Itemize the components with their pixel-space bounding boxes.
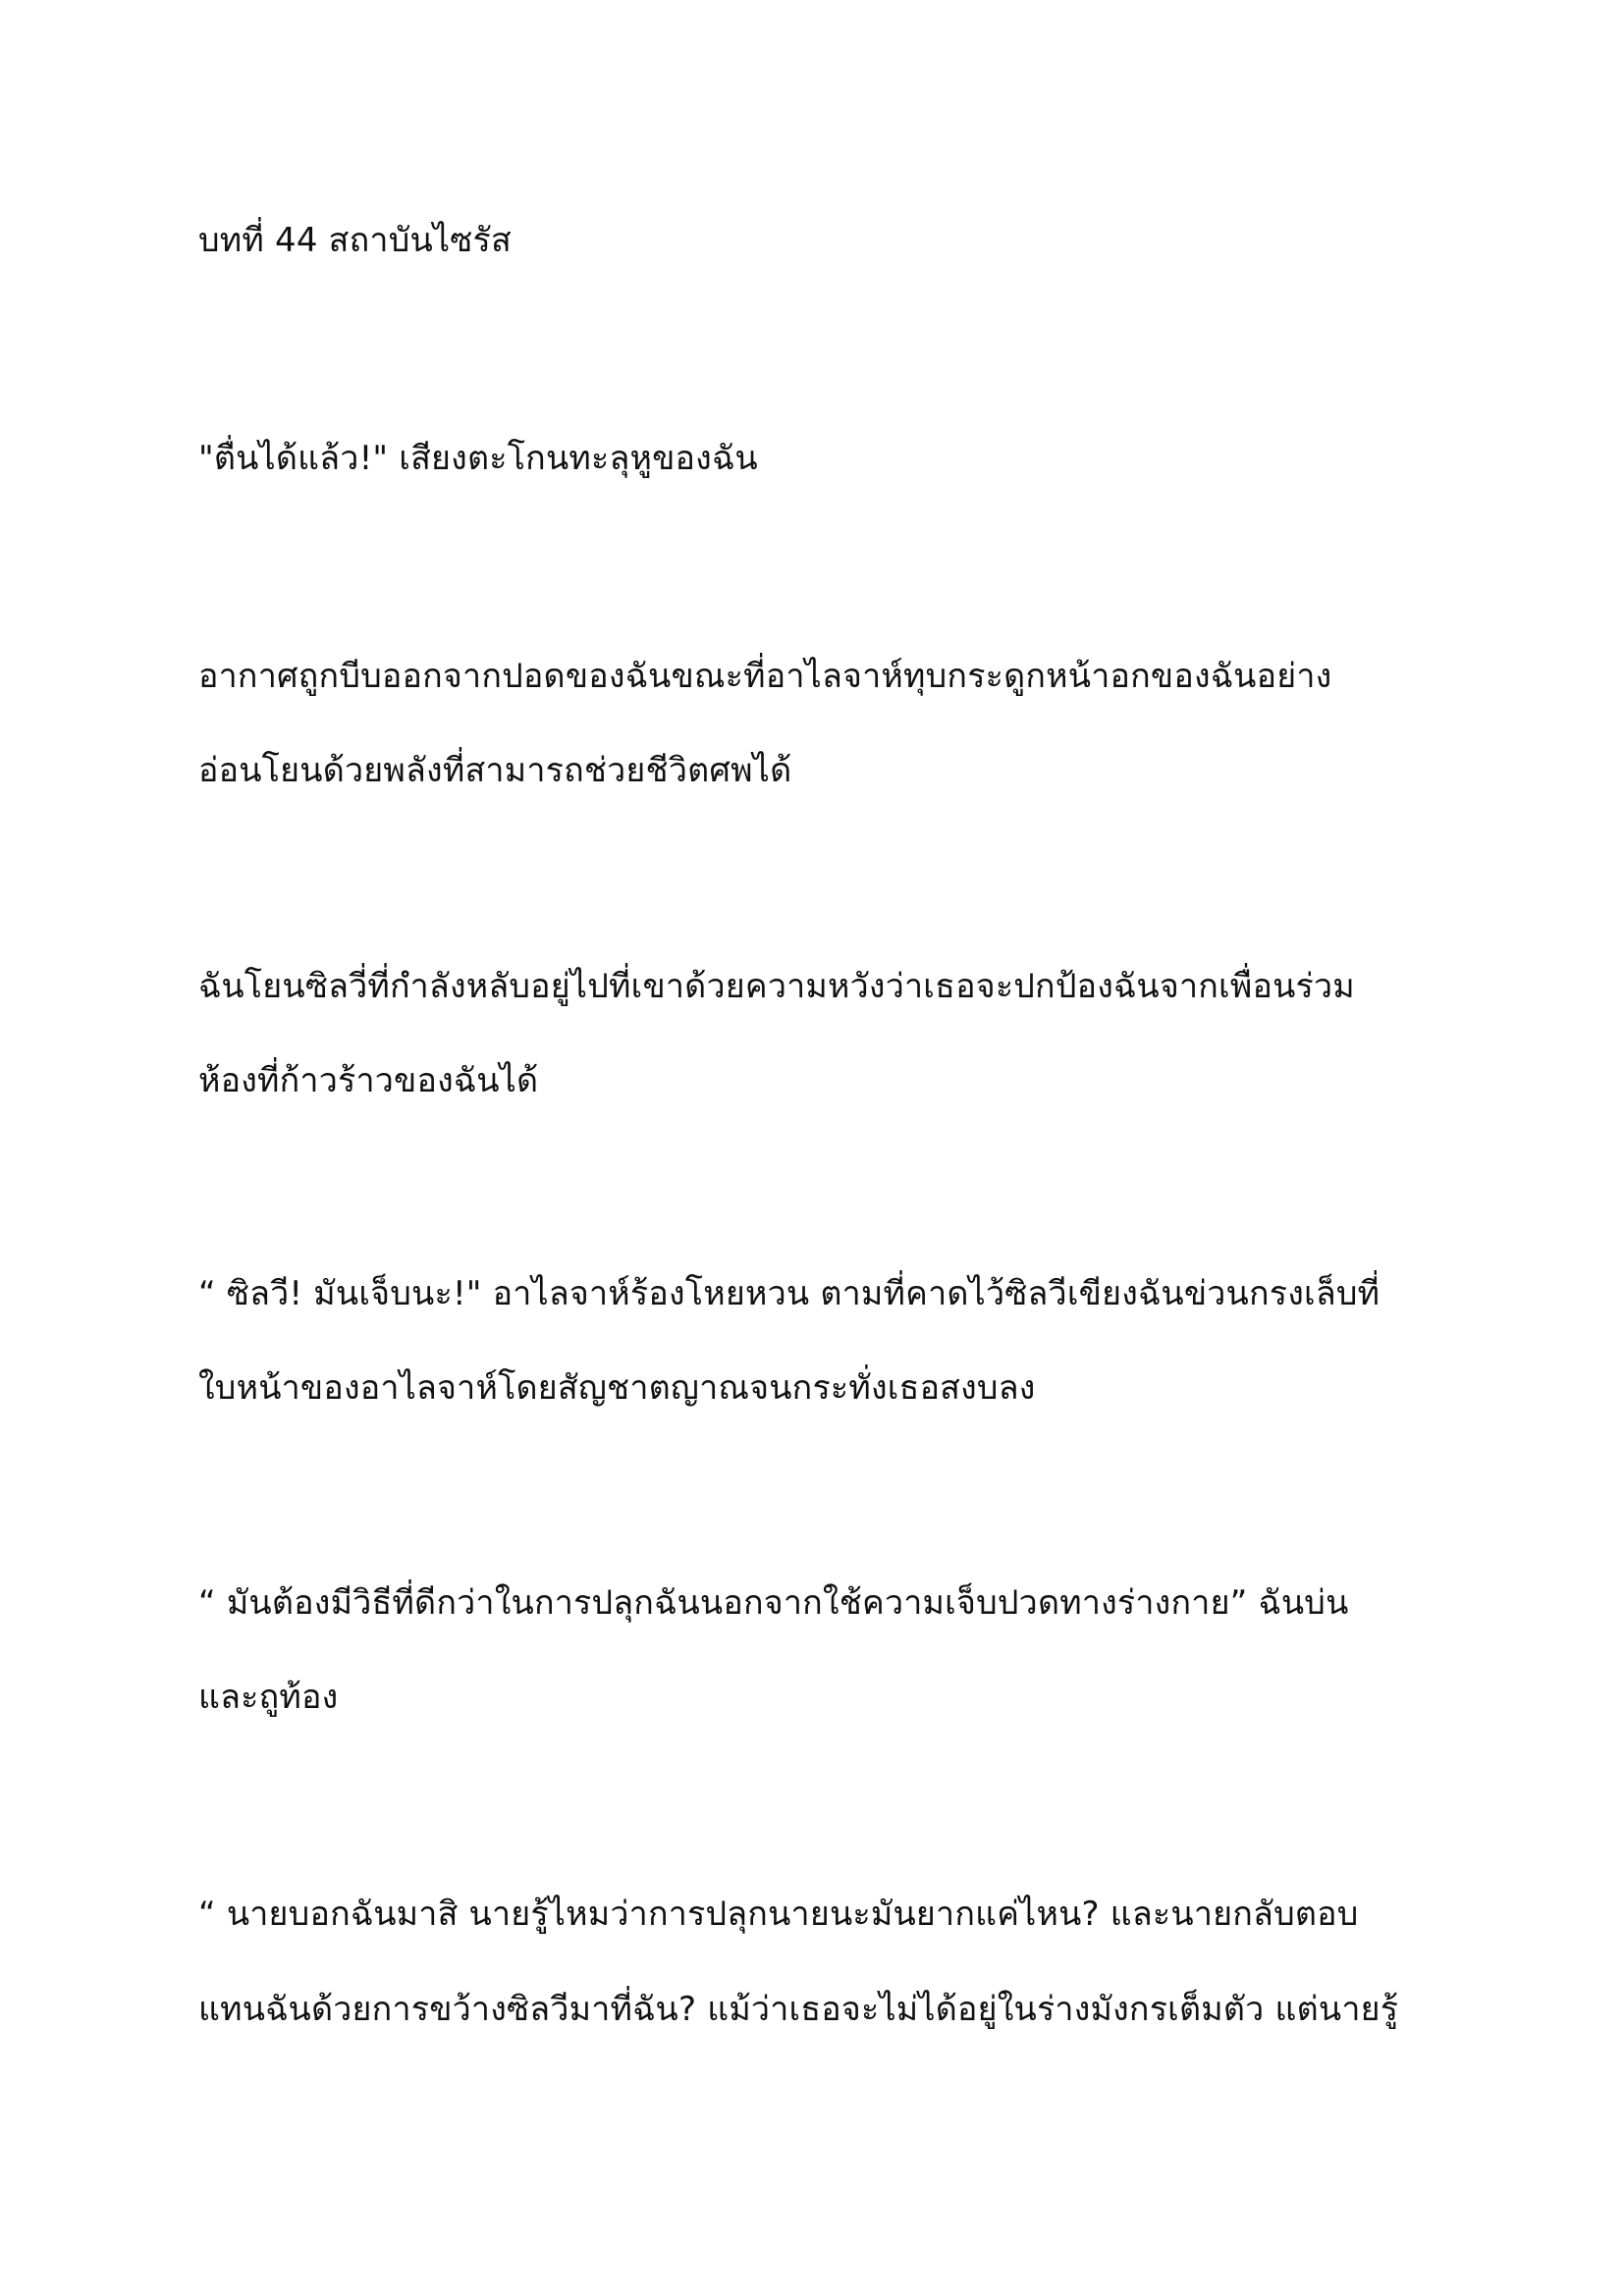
paragraph-5-line-2: และถูท้อง	[198, 1678, 339, 1717]
paragraph-6-line-1: “ นายบอกฉันมาสิ นายรู้ไหมว่าการปลุกนายนะมันยากแค่ไหน? และนายกลับตอบ	[198, 1895, 1359, 1934]
paragraph-3-line-2: ห้องที่ก้าวร้าวของฉันได้	[198, 1061, 539, 1100]
paragraph-3-line-1: ฉันโยนซิลวี่ที่กำลังหลับอยู่ไปที่เขาด้วยความหวังว่าเธอจะปกป้องฉันจากเพื่อนร่วม	[198, 967, 1355, 1006]
paragraph-6-line-2: แทนฉันด้วยการขว้างซิลวีมาที่ฉัน? แม้ว่าเธอจะไม่ได้อยู่ในร่างมังกรเต็มตัว แต่นายรู้	[198, 1990, 1399, 2029]
paragraph-5-line-1: “ มันต้องมีวิธีที่ดีกว่าในการปลุกฉันนอกจากใช้ความเจ็บปวดทางร่างกาย” ฉันบ่น	[198, 1583, 1349, 1623]
paragraph-2-line-2: อ่อนโยนด้วยพลังที่สามารถช่วยชีวิตศพได้	[198, 751, 792, 790]
paragraph-4-line-1: “ ซิลวี! มันเจ็บนะ!" อาไลจาห์ร้องโหยหวน ตามที่คาดไว้ซิลวีเขียงฉันข่วนกรงเล็บที่	[198, 1274, 1380, 1313]
paragraph-1-line-1: "ตื่นได้แล้ว!" เสียงตะโกนทะลุหูของฉัน	[198, 439, 758, 478]
paragraph-2-line-1: อากาศถูกบีบออกจากปอดของฉันขณะที่อาไลจาห์ทุบกระดูกหน้าอกของฉันอย่าง	[198, 657, 1332, 696]
paragraph-4-line-2: ใบหน้าของอาไลจาห์โดยสัญชาตญาณจนกระทั่งเธอสงบลง	[198, 1368, 1036, 1408]
chapter-title: บทที่ 44 สถาบันไซรัส	[198, 221, 512, 260]
